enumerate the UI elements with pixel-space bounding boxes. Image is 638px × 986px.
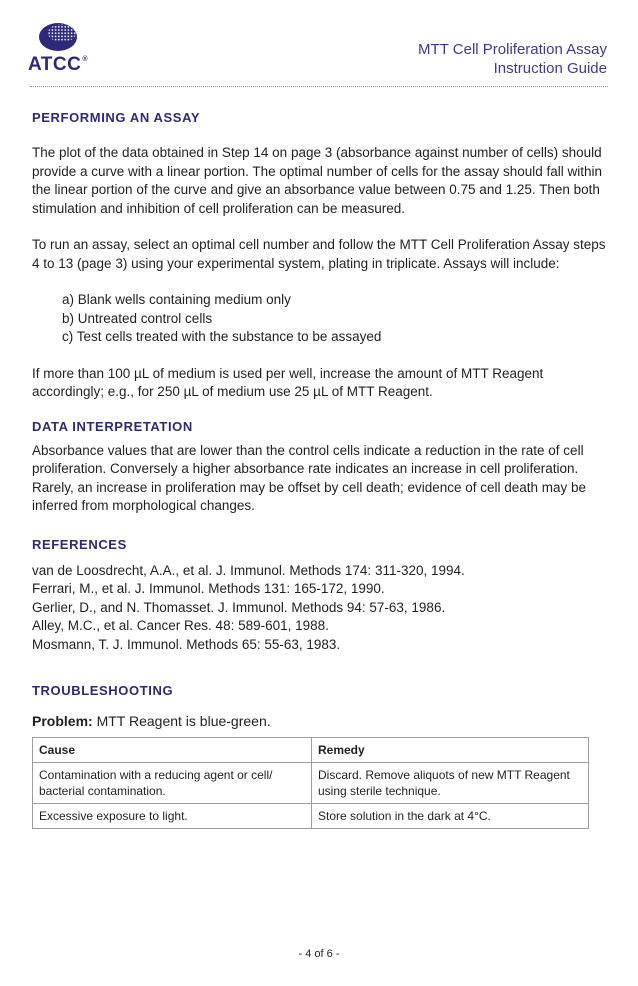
table-cell-remedy: Discard. Remove aliquots of new MTT Reagent using sterile technique.: [312, 762, 589, 803]
document-title-line1: MTT Cell Proliferation Assay: [418, 41, 607, 58]
page-header: [0, 0, 638, 90]
assay-paragraph-1: The plot of the data obtained in Step 14 on page 3 (absorbance against number of cells) should provide a curve with a linear portion. The optimal number of cells for the assay should fall within the linear portion of the curve and give an absorbance value between 0.75 and 1.25. Then both stimulation and inhibition of cell proliferation can be measured.: [32, 145, 603, 216]
references-list: [32, 562, 608, 655]
interpretation-paragraph: Absorbance values that are lower than the control cells indicate a reduction in the rate of cell proliferation. Conversely a higher absorbance rate indicates an increase in cell proliferation. Rarely, an increase in proliferation may be offset by cell death; evidence of cell death may be inferred from morphological changes.: [32, 442, 587, 513]
reference-item: Alley, M.C., et al. Cancer Res. 48: 589-601, 1988.: [32, 618, 329, 633]
list-item: c) Test cells treated with the substance to be assayed: [62, 329, 382, 344]
header-divider: [30, 86, 608, 87]
list-item: a) Blank wells containing medium only: [62, 292, 291, 307]
table-cell-remedy: Store solution in the dark at 4°C.: [312, 803, 589, 828]
assay-list: [62, 291, 608, 347]
reference-item: Mosmann, T. J. Immunol. Methods 65: 55-63, 1983.: [32, 636, 341, 652]
section-heading-assay: PERFORMING AN ASSAY: [32, 110, 201, 125]
table-header-row: [33, 737, 589, 762]
problem-text: MTT Reagent is blue-green.: [96, 713, 271, 729]
assay-paragraph-3: If more than 100 µL of medium is used per well, increase the amount of MTT Reagent accordingly; e.g., for 250 µL of medium use 25 µL of MTT Reagent.: [32, 365, 544, 399]
column-header-cause: Cause: [33, 737, 312, 762]
references-section: [32, 536, 608, 655]
problem-statement: [32, 712, 608, 731]
section-heading-interpretation: DATA INTERPRETATION: [32, 418, 193, 434]
list-item: b) Untreated control cells: [62, 310, 213, 326]
assay-paragraph-2: To run an assay, select an optimal cell number and follow the MTT Cell Proliferation Assay steps 4 to 13 (page 3) using your experimental system, plating in triplicate. Assays will include:: [32, 237, 606, 271]
troubleshooting-section: [32, 682, 608, 829]
document-title: [418, 40, 607, 78]
document-title-line2: Instruction Guide: [493, 60, 607, 77]
table-cell-cause: Contamination with a reducing agent or cell/ bacterial contamination.: [33, 762, 312, 803]
atcc-logo-globe-icon: [38, 22, 78, 52]
logo-wordmark: ATCC®: [28, 54, 89, 75]
atcc-logo: [28, 22, 88, 78]
problem-label: Problem:: [32, 713, 93, 729]
reference-item: Gerlier, D., and N. Thomasset. J. Immunol. Methods 94: 57-63, 1986.: [32, 599, 446, 615]
section-heading-references: REFERENCES: [32, 536, 127, 552]
troubleshooting-table: [32, 737, 589, 829]
page-content: [32, 109, 608, 829]
section-heading-troubleshooting: TROUBLESHOOTING: [32, 683, 174, 698]
column-header-remedy: Remedy: [312, 737, 589, 762]
page-number: - 4 of 6 -: [298, 948, 340, 960]
interpretation-section: [32, 418, 608, 516]
table-cell-cause: Excessive exposure to light.: [33, 803, 312, 828]
table-row: [33, 803, 589, 828]
reference-item: Ferrari, M., et al. J. Immunol. Methods 131: 165-172, 1990.: [32, 581, 385, 596]
reference-item: van de Loosdrecht, A.A., et al. J. Immunol. Methods 174: 311-320, 1994.: [32, 562, 465, 578]
table-row: [33, 762, 589, 803]
